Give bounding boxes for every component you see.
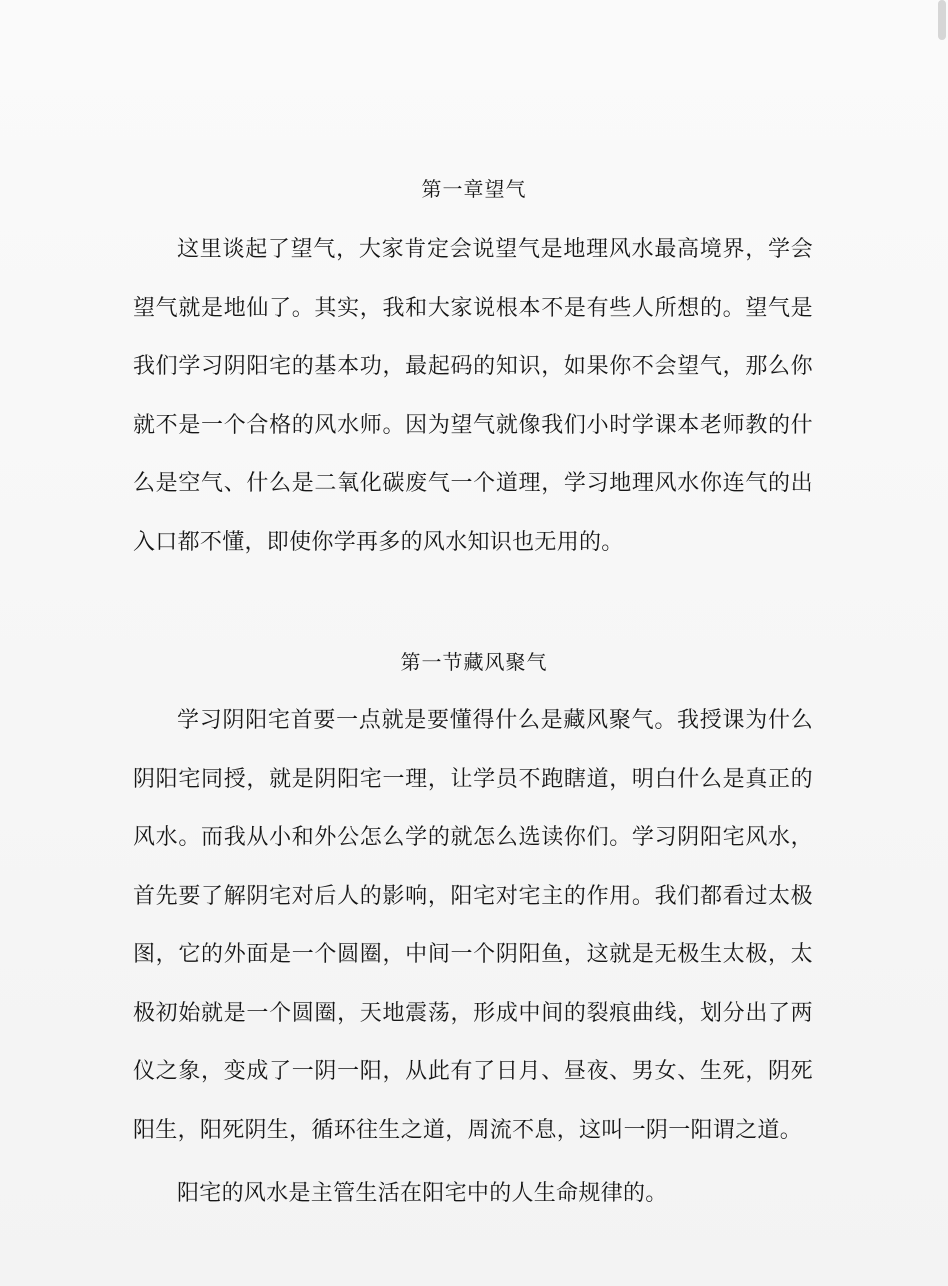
section-paragraph-1: 学习阴阳宅首要一点就是要懂得什么是藏风聚气。我授课为什么阴阳宅同授，就是阴阳宅一理，让学员不跑瞎道，明白什么是真正的风水。而我从小和外公怎么学的就怎么选读你们。学习阴阳宅风水，首先要了解阴宅对后人的影响，阳宅对宅主的作用。我们都看过太极图，它的外面是一个圆圈，中间一个阴阳鱼，这就是无极生太极，太极初始就是一个圆圈，天地震荡，形成中间的裂痕曲线，划分出了两仪之象，变成了一阴一阳，从此有了日月、昼夜、男女、生死，阴死阳生，阳死阴生，循环往生之道，周流不息，这叫一阴一阳谓之道。 <box>133 708 813 1143</box>
section-title: 第一节藏风聚气 <box>400 650 548 674</box>
chapter-title: 第一章望气 <box>421 177 527 201</box>
section-paragraph-2: 阳宅的风水是主管生活在阳宅中的人生命规律的。 <box>177 1181 668 1206</box>
chapter-paragraph: 这里谈起了望气，大家肯定会说望气是地理风水最高境界，学会望气就是地仙了。其实，我和大家说根本不是有些人所想的。望气是我们学习阴阳宅的基本功，最起码的知识，如果你不会望气，那么你就不是一个合格的风水师。因为望气就像我们小时学课本老师教的什么是空气、什么是二氧化碳废气一个道理，学习地理风水你连气的出入口都不懂，即使你学再多的风水知识也无用的。 <box>133 237 813 555</box>
scrollbar-thumb[interactable] <box>938 0 946 40</box>
